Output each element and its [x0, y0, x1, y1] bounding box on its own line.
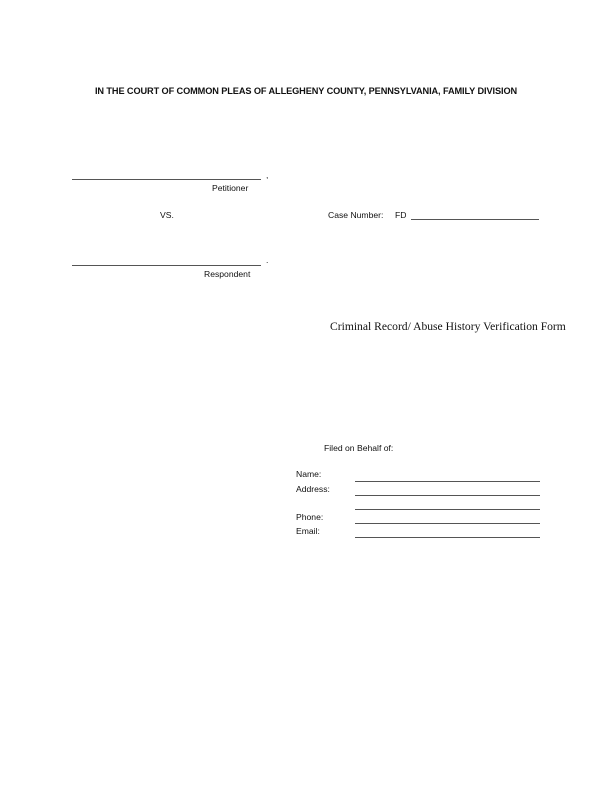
case-number-line[interactable]: [411, 219, 539, 220]
address-line-2[interactable]: [355, 509, 540, 510]
name-label: Name:: [296, 469, 322, 479]
phone-label: Phone:: [296, 512, 324, 522]
petitioner-label: Petitioner: [212, 183, 249, 193]
versus-label: VS.: [160, 210, 174, 220]
email-label: Email:: [296, 526, 320, 536]
phone-line[interactable]: [355, 523, 540, 524]
respondent-label: Respondent: [204, 269, 251, 279]
name-line[interactable]: [355, 481, 540, 482]
respondent-name-line[interactable]: [72, 265, 261, 266]
respondent-period: .: [266, 255, 269, 265]
form-title: Criminal Record/ Abuse History Verification Form: [330, 320, 566, 333]
petitioner-comma: ,: [266, 170, 269, 180]
filed-on-behalf-heading: Filed on Behalf of:: [324, 443, 394, 453]
email-line[interactable]: [355, 537, 540, 538]
case-number-label: Case Number:: [328, 210, 384, 220]
petitioner-name-line[interactable]: [72, 179, 261, 180]
address-line-1[interactable]: [355, 495, 540, 496]
address-label: Address:: [296, 484, 330, 494]
case-number-prefix: FD: [395, 210, 407, 220]
court-heading: IN THE COURT OF COMMON PLEAS OF ALLEGHENY COUNTY, PENNSYLVANIA, FAMILY DIVISION: [94, 86, 518, 96]
